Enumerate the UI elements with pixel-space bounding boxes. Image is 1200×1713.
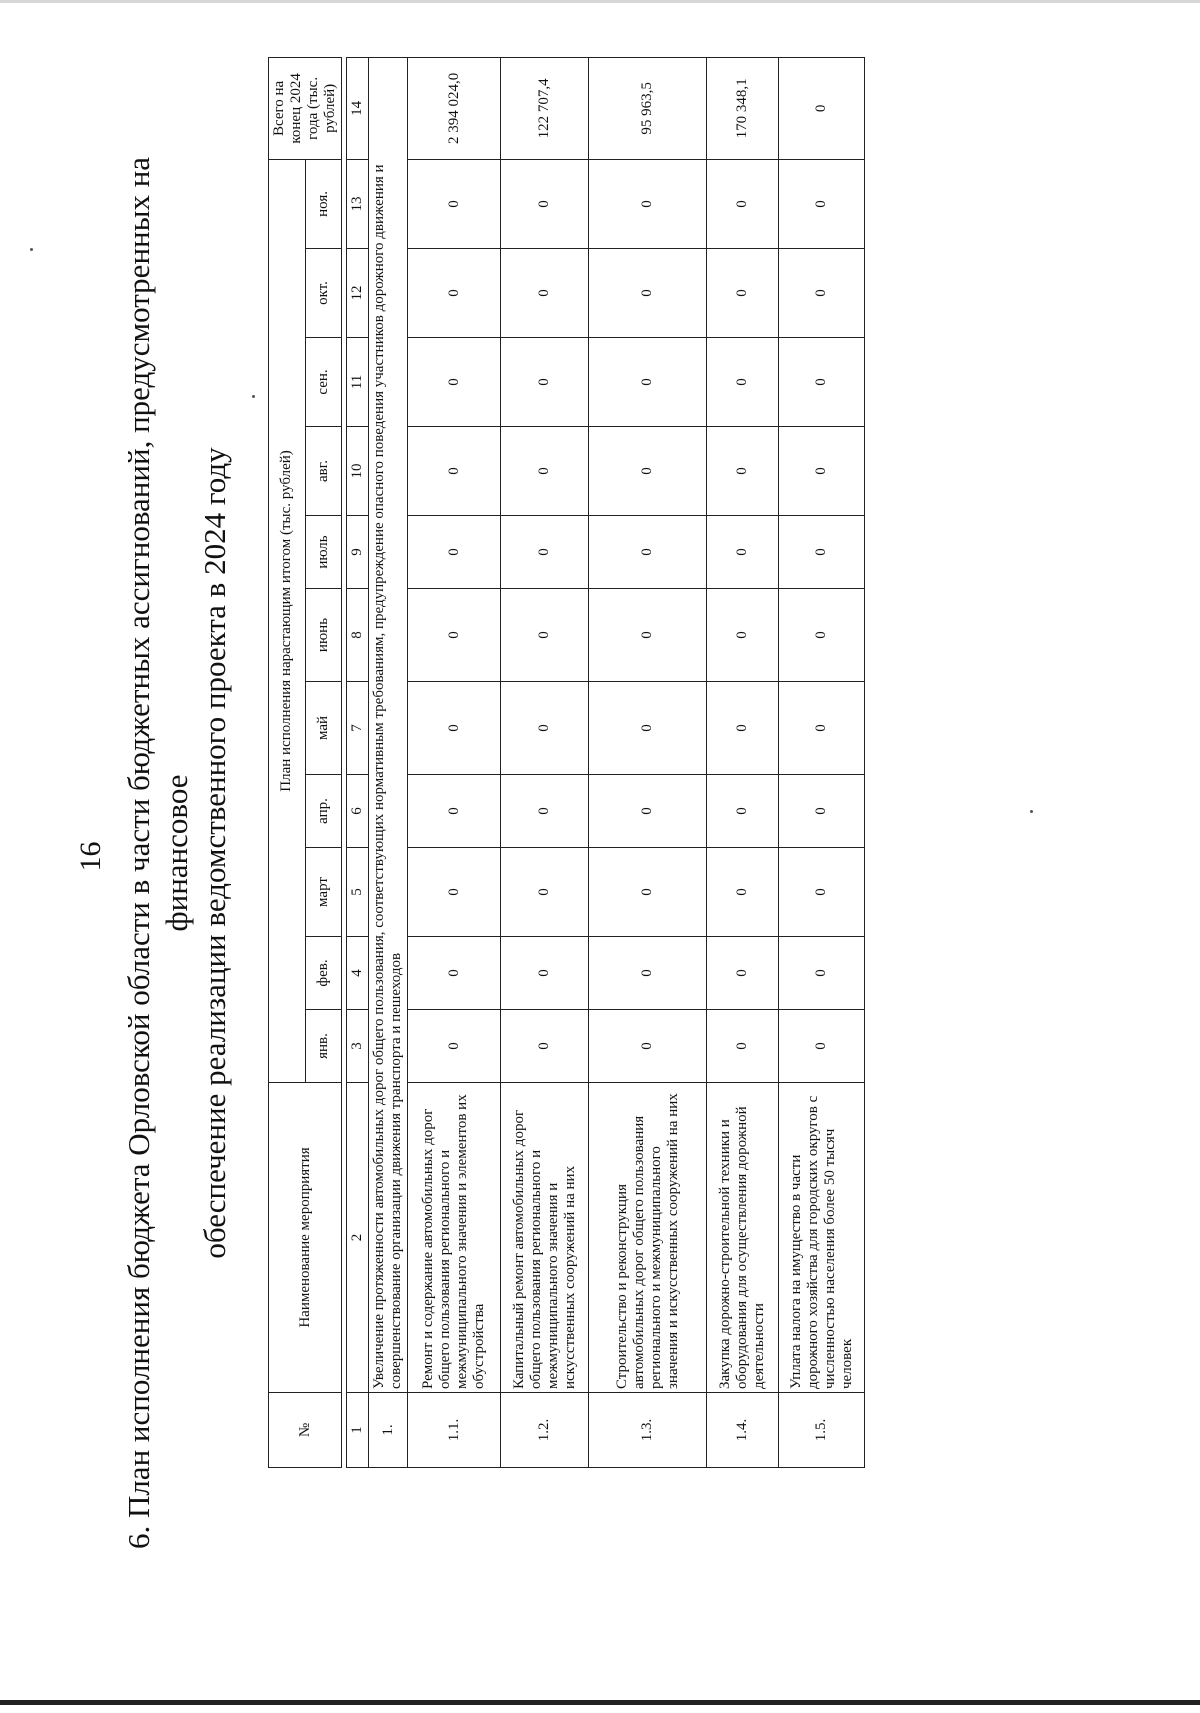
row-no: 1.4. [707,1393,779,1468]
row-name: Капитальный ремонт автомобильных дорог общего пользования регионального и межмуниципального значения и искусственных сооружений на них [501,1083,589,1393]
header-month: сен. [305,338,342,427]
row-no: 1.3. [589,1393,707,1468]
column-number: 5 [347,848,369,937]
month-value: 0 [707,249,779,338]
month-value: 0 [501,848,589,937]
month-value: 0 [501,516,589,589]
title-line-2: обеспечение реализации ведомственного проекта в 2024 году [197,447,232,1259]
header-month: июль [305,516,342,589]
month-value: 0 [779,937,865,1010]
header-month: ноя. [305,159,342,248]
month-value: 0 [779,249,865,338]
section-no: 1. [369,1393,408,1468]
month-value: 0 [707,338,779,427]
column-number: 7 [347,682,369,775]
month-value: 0 [501,589,589,682]
month-value: 0 [408,159,501,248]
column-number: 8 [347,589,369,682]
month-value: 0 [589,589,707,682]
month-value: 0 [589,249,707,338]
header-month: авг. [305,427,342,516]
month-value: 0 [408,427,501,516]
table-row [707,57,779,1467]
row-total: 0 [779,57,865,159]
row-no: 1.5. [779,1393,865,1468]
month-value: 0 [779,516,865,589]
header-month: апр. [305,775,342,848]
section-row [369,57,408,1467]
table-row [589,57,707,1467]
month-value: 0 [707,159,779,248]
row-total: 170 348,1 [707,57,779,159]
document-title [120,153,234,1553]
column-number: 9 [347,516,369,589]
header-total: Всего на конец 2024 года (тыс. рублей) [269,57,342,159]
column-number: 4 [347,937,369,1010]
month-value: 0 [408,589,501,682]
month-value: 0 [707,775,779,848]
row-name: Ремонт и содержание автомобильных дорог общего пользования регионального и межмуниципального значения и элементов их обустройства [408,1083,501,1393]
month-value: 0 [707,682,779,775]
column-number: 10 [347,427,369,516]
month-value: 0 [589,159,707,248]
month-value: 0 [589,338,707,427]
month-value: 0 [589,516,707,589]
month-value: 0 [408,775,501,848]
row-no: 1.2. [501,1393,589,1468]
month-value: 0 [501,682,589,775]
month-value: 0 [589,775,707,848]
month-value: 0 [589,1010,707,1083]
section-title: Увеличение протяженности автомобильных дорог общего пользования, соответствующих нормативным требованиям, предупреждение опасного поведения участников дорожного движения и совершенствование организации движения транспорта и пешеходов [369,57,408,1392]
month-value: 0 [779,338,865,427]
title-line-1: 6. План исполнения бюджета Орловской области в части бюджетных ассигнований, предусмотренных на финансовое [121,156,194,1550]
month-value: 0 [707,1010,779,1083]
header-month: май [305,682,342,775]
column-number: 11 [347,338,369,427]
column-number: 14 [347,57,369,159]
column-number: 6 [347,775,369,848]
row-name: Закупка дорожно-строительной техники и оборудования для осуществления дорожной деятельности [707,1083,779,1393]
table-row [408,57,501,1467]
header-month: янв. [305,1010,342,1083]
month-value: 0 [707,427,779,516]
table-row [501,57,589,1467]
column-number: 3 [347,1010,369,1083]
month-value: 0 [707,589,779,682]
month-value: 0 [779,427,865,516]
month-value: 0 [707,516,779,589]
row-no: 1.1. [408,1393,501,1468]
header-plan-group: План исполнения нарастающим итогом (тыс. рублей) [269,159,306,1082]
header-month: фев. [305,937,342,1010]
month-value: 0 [501,427,589,516]
month-value: 0 [779,1010,865,1083]
month-value: 0 [779,848,865,937]
month-value: 0 [501,937,589,1010]
month-value: 0 [501,249,589,338]
month-value: 0 [408,937,501,1010]
month-value: 0 [408,249,501,338]
month-value: 0 [589,682,707,775]
table-row [779,57,865,1467]
month-value: 0 [408,338,501,427]
month-value: 0 [408,1010,501,1083]
header-month: март [305,848,342,937]
month-value: 0 [408,682,501,775]
month-value: 0 [501,338,589,427]
column-number: 1 [347,1393,369,1468]
row-total: 95 963,5 [589,57,707,159]
column-number: 12 [347,249,369,338]
month-value: 0 [779,159,865,248]
column-number: 2 [347,1083,369,1393]
month-value: 0 [707,848,779,937]
month-value: 0 [707,937,779,1010]
month-value: 0 [779,775,865,848]
header-name: Наименование мероприятия [269,1083,342,1393]
header-month: окт. [305,249,342,338]
month-value: 0 [408,848,501,937]
row-name: Уплата налога на имущество в части дорожного хозяйства для городских округов с численностью населения более 50 тысяч человек [779,1083,865,1393]
budget-plan-table [268,57,865,1468]
month-value: 0 [501,1010,589,1083]
header-month: июнь [305,589,342,682]
row-total: 122 707,4 [501,57,589,159]
month-value: 0 [589,427,707,516]
header-row-1 [269,57,306,1467]
month-value: 0 [779,682,865,775]
month-value: 0 [501,159,589,248]
row-total: 2 394 024,0 [408,57,501,159]
month-value: 0 [408,516,501,589]
row-name: Строительство и реконструкция автомобильных дорог общего пользования регионального и межмуниципального значения и искусственных сооружений на них [589,1083,707,1393]
month-value: 0 [779,589,865,682]
month-value: 0 [501,775,589,848]
header-no: № [269,1393,342,1468]
column-number-row [347,57,369,1467]
month-value: 0 [589,937,707,1010]
page-number: 16 [74,841,107,872]
month-value: 0 [589,848,707,937]
column-number: 13 [347,159,369,248]
